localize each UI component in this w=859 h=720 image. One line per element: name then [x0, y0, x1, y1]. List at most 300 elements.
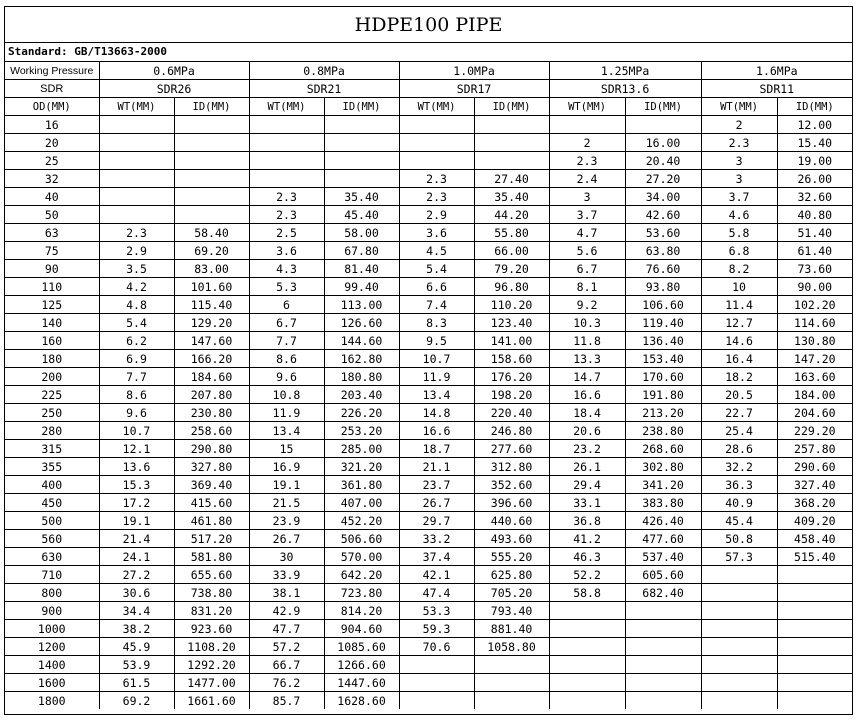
wt-cell: 41.2 — [549, 530, 625, 548]
id-cell: 101.60 — [174, 278, 249, 296]
id-cell: 383.80 — [625, 494, 701, 512]
wt-cell: 30 — [249, 548, 324, 566]
id-cell: 1058.80 — [474, 638, 549, 656]
id-cell: 34.00 — [625, 188, 701, 206]
wt-cell: 3.7 — [549, 206, 625, 224]
id-cell: 1661.60 — [174, 692, 249, 710]
id-cell: 53.60 — [625, 224, 701, 242]
id-cell — [174, 206, 249, 224]
wt-cell: 2.3 — [399, 170, 474, 188]
id-cell: 96.80 — [474, 278, 549, 296]
sdr-header: SDR11 — [701, 80, 852, 98]
id-cell: 66.00 — [474, 242, 549, 260]
pipe-spec-table — [5, 61, 852, 709]
wt-cell: 9.2 — [549, 296, 625, 314]
table-row — [5, 170, 852, 188]
od-cell: 560 — [5, 530, 99, 548]
id-cell: 184.60 — [174, 368, 249, 386]
wt-cell: 16.9 — [249, 458, 324, 476]
wt-cell: 26.1 — [549, 458, 625, 476]
wt-cell: 58.8 — [549, 584, 625, 602]
od-cell: 140 — [5, 314, 99, 332]
wt-column-header: WT(MM) — [99, 98, 174, 116]
id-cell — [474, 674, 549, 692]
od-cell: 125 — [5, 296, 99, 314]
wt-cell — [549, 674, 625, 692]
table-row — [5, 440, 852, 458]
pressure-header: 0.8MPa — [249, 62, 399, 80]
wt-cell: 42.1 — [399, 566, 474, 584]
od-column-header: OD(MM) — [5, 98, 99, 116]
od-cell: 400 — [5, 476, 99, 494]
wt-cell: 47.7 — [249, 620, 324, 638]
wt-cell: 9.6 — [99, 404, 174, 422]
wt-cell: 3.6 — [399, 224, 474, 242]
id-cell: 184.00 — [777, 386, 852, 404]
wt-cell: 6.7 — [249, 314, 324, 332]
id-cell — [324, 116, 399, 134]
table-row — [5, 152, 852, 170]
sdr-header-row — [5, 80, 852, 98]
wt-cell — [399, 692, 474, 710]
id-cell — [777, 656, 852, 674]
id-cell: 16.00 — [625, 134, 701, 152]
wt-cell: 53.3 — [399, 602, 474, 620]
od-cell: 1400 — [5, 656, 99, 674]
id-cell: 230.80 — [174, 404, 249, 422]
id-cell: 461.80 — [174, 512, 249, 530]
wt-cell — [99, 116, 174, 134]
wt-cell — [399, 134, 474, 152]
id-cell: 793.40 — [474, 602, 549, 620]
wt-cell: 5.6 — [549, 242, 625, 260]
wt-cell: 19.1 — [99, 512, 174, 530]
pressure-header: 1.0MPa — [399, 62, 549, 80]
id-cell: 207.80 — [174, 386, 249, 404]
table-row — [5, 494, 852, 512]
id-cell: 327.40 — [777, 476, 852, 494]
id-cell — [324, 170, 399, 188]
id-cell: 69.20 — [174, 242, 249, 260]
id-cell — [777, 674, 852, 692]
wt-cell — [99, 188, 174, 206]
wt-cell: 11.8 — [549, 332, 625, 350]
id-cell — [174, 116, 249, 134]
id-cell: 723.80 — [324, 584, 399, 602]
pressure-header-row — [5, 62, 852, 80]
wt-cell: 16.4 — [701, 350, 777, 368]
table-row — [5, 260, 852, 278]
od-cell: 900 — [5, 602, 99, 620]
wt-cell: 10 — [701, 278, 777, 296]
id-cell: 136.40 — [625, 332, 701, 350]
wt-cell: 21.5 — [249, 494, 324, 512]
od-cell: 32 — [5, 170, 99, 188]
id-cell: 312.80 — [474, 458, 549, 476]
id-cell: 1447.60 — [324, 674, 399, 692]
id-cell: 19.00 — [777, 152, 852, 170]
wt-cell: 45.9 — [99, 638, 174, 656]
sheet-title: HDPE100 PIPE — [5, 7, 852, 43]
id-cell — [474, 152, 549, 170]
wt-cell: 26.7 — [249, 530, 324, 548]
id-cell: 642.20 — [324, 566, 399, 584]
id-cell: 302.80 — [625, 458, 701, 476]
wt-cell: 6.7 — [549, 260, 625, 278]
id-cell: 407.00 — [324, 494, 399, 512]
table-row — [5, 278, 852, 296]
id-cell: 51.40 — [777, 224, 852, 242]
wt-cell: 2.9 — [399, 206, 474, 224]
id-cell: 204.60 — [777, 404, 852, 422]
wt-cell: 25.4 — [701, 422, 777, 440]
od-cell: 25 — [5, 152, 99, 170]
table-row — [5, 566, 852, 584]
table-row — [5, 332, 852, 350]
wt-cell: 70.6 — [399, 638, 474, 656]
id-cell: 58.40 — [174, 224, 249, 242]
wt-cell: 33.1 — [549, 494, 625, 512]
wt-cell: 38.1 — [249, 584, 324, 602]
id-column-header: ID(MM) — [777, 98, 852, 116]
id-cell: 76.60 — [625, 260, 701, 278]
id-cell: 102.20 — [777, 296, 852, 314]
wt-cell: 33.2 — [399, 530, 474, 548]
wt-cell: 2.3 — [249, 188, 324, 206]
wt-cell: 34.4 — [99, 602, 174, 620]
od-cell: 20 — [5, 134, 99, 152]
id-cell: 396.60 — [474, 494, 549, 512]
id-cell: 114.60 — [777, 314, 852, 332]
wt-cell — [701, 674, 777, 692]
od-cell: 800 — [5, 584, 99, 602]
wt-cell: 5.4 — [399, 260, 474, 278]
wt-cell — [549, 620, 625, 638]
id-cell: 477.60 — [625, 530, 701, 548]
id-cell — [777, 638, 852, 656]
id-cell: 170.60 — [625, 368, 701, 386]
wt-cell: 16.6 — [399, 422, 474, 440]
wt-cell: 57.3 — [701, 548, 777, 566]
id-cell: 246.80 — [474, 422, 549, 440]
wt-cell: 2.3 — [99, 224, 174, 242]
id-cell: 129.20 — [174, 314, 249, 332]
id-cell: 369.40 — [174, 476, 249, 494]
table-row — [5, 530, 852, 548]
wt-cell — [99, 206, 174, 224]
od-cell: 1600 — [5, 674, 99, 692]
wt-cell: 12.1 — [99, 440, 174, 458]
wt-cell — [249, 116, 324, 134]
od-cell: 90 — [5, 260, 99, 278]
wt-cell: 59.3 — [399, 620, 474, 638]
id-cell: 113.00 — [324, 296, 399, 314]
wt-cell: 8.1 — [549, 278, 625, 296]
id-cell — [474, 656, 549, 674]
id-cell: 55.80 — [474, 224, 549, 242]
id-cell: 42.60 — [625, 206, 701, 224]
wt-cell: 45.4 — [701, 512, 777, 530]
id-cell — [174, 188, 249, 206]
id-column-header: ID(MM) — [324, 98, 399, 116]
wt-cell — [701, 656, 777, 674]
id-cell: 517.20 — [174, 530, 249, 548]
wt-cell: 3 — [701, 170, 777, 188]
id-cell: 257.80 — [777, 440, 852, 458]
table-row — [5, 638, 852, 656]
id-cell: 440.60 — [474, 512, 549, 530]
od-cell: 280 — [5, 422, 99, 440]
wt-cell: 18.2 — [701, 368, 777, 386]
wt-cell: 8.6 — [249, 350, 324, 368]
wt-cell: 2.5 — [249, 224, 324, 242]
wt-cell — [249, 134, 324, 152]
wt-cell: 13.4 — [249, 422, 324, 440]
wt-cell: 22.7 — [701, 404, 777, 422]
wt-column-header: WT(MM) — [701, 98, 777, 116]
table-row — [5, 206, 852, 224]
wt-cell: 29.4 — [549, 476, 625, 494]
wt-cell: 20.6 — [549, 422, 625, 440]
wt-cell: 37.4 — [399, 548, 474, 566]
wt-cell: 42.9 — [249, 602, 324, 620]
wt-cell: 32.2 — [701, 458, 777, 476]
id-cell: 203.40 — [324, 386, 399, 404]
wt-cell — [249, 170, 324, 188]
wt-cell: 3.5 — [99, 260, 174, 278]
od-cell: 450 — [5, 494, 99, 512]
id-cell: 1477.00 — [174, 674, 249, 692]
working-pressure-label: Working Pressure — [5, 62, 99, 80]
id-cell: 415.60 — [174, 494, 249, 512]
wt-cell: 6.8 — [701, 242, 777, 260]
wt-cell: 10.7 — [399, 350, 474, 368]
table-row — [5, 422, 852, 440]
wt-cell: 30.6 — [99, 584, 174, 602]
id-cell: 229.20 — [777, 422, 852, 440]
od-cell: 160 — [5, 332, 99, 350]
wt-cell: 4.8 — [99, 296, 174, 314]
wt-cell: 5.8 — [701, 224, 777, 242]
id-cell: 119.40 — [625, 314, 701, 332]
id-cell: 1108.20 — [174, 638, 249, 656]
id-cell: 99.40 — [324, 278, 399, 296]
wt-cell: 3.6 — [249, 242, 324, 260]
wt-column-header: WT(MM) — [399, 98, 474, 116]
id-cell: 45.40 — [324, 206, 399, 224]
id-cell — [474, 116, 549, 134]
id-cell: 147.60 — [174, 332, 249, 350]
id-cell: 35.40 — [474, 188, 549, 206]
id-cell: 268.60 — [625, 440, 701, 458]
id-cell: 141.00 — [474, 332, 549, 350]
wt-cell — [99, 170, 174, 188]
id-cell: 352.60 — [474, 476, 549, 494]
id-cell: 58.00 — [324, 224, 399, 242]
sdr-header: SDR13.6 — [549, 80, 701, 98]
id-cell — [777, 692, 852, 710]
id-cell: 27.20 — [625, 170, 701, 188]
wt-cell: 11.9 — [399, 368, 474, 386]
wt-cell: 11.9 — [249, 404, 324, 422]
wt-cell: 17.2 — [99, 494, 174, 512]
wt-cell: 4.3 — [249, 260, 324, 278]
table-row — [5, 134, 852, 152]
wt-cell: 46.3 — [549, 548, 625, 566]
wt-cell: 16.6 — [549, 386, 625, 404]
id-cell — [625, 656, 701, 674]
table-row — [5, 296, 852, 314]
id-cell: 180.80 — [324, 368, 399, 386]
id-column-header: ID(MM) — [625, 98, 701, 116]
wt-cell: 14.6 — [701, 332, 777, 350]
table-row — [5, 242, 852, 260]
pressure-header: 0.6MPa — [99, 62, 249, 80]
wt-cell: 36.8 — [549, 512, 625, 530]
id-cell: 176.20 — [474, 368, 549, 386]
id-cell: 90.00 — [777, 278, 852, 296]
table-row — [5, 620, 852, 638]
id-cell: 126.60 — [324, 314, 399, 332]
wt-cell: 5.4 — [99, 314, 174, 332]
wt-cell: 28.6 — [701, 440, 777, 458]
id-cell: 35.40 — [324, 188, 399, 206]
wt-cell: 8.6 — [99, 386, 174, 404]
id-cell: 253.20 — [324, 422, 399, 440]
wt-cell — [549, 692, 625, 710]
id-cell: 831.20 — [174, 602, 249, 620]
wt-cell: 7.7 — [249, 332, 324, 350]
wt-cell: 18.4 — [549, 404, 625, 422]
wt-cell: 11.4 — [701, 296, 777, 314]
table-row — [5, 584, 852, 602]
wt-cell: 13.3 — [549, 350, 625, 368]
wt-cell: 57.2 — [249, 638, 324, 656]
wt-cell: 13.4 — [399, 386, 474, 404]
wt-cell: 3.7 — [701, 188, 777, 206]
id-cell: 655.60 — [174, 566, 249, 584]
id-cell: 106.60 — [625, 296, 701, 314]
id-cell: 32.60 — [777, 188, 852, 206]
wt-cell: 21.4 — [99, 530, 174, 548]
table-row — [5, 674, 852, 692]
wt-cell: 29.7 — [399, 512, 474, 530]
id-cell: 73.60 — [777, 260, 852, 278]
id-cell: 814.20 — [324, 602, 399, 620]
id-cell: 81.40 — [324, 260, 399, 278]
wt-cell — [549, 638, 625, 656]
wt-cell — [399, 152, 474, 170]
id-cell: 515.40 — [777, 548, 852, 566]
id-cell — [777, 620, 852, 638]
wt-cell: 10.7 — [99, 422, 174, 440]
wt-cell: 3 — [701, 152, 777, 170]
id-cell: 625.80 — [474, 566, 549, 584]
wt-cell: 85.7 — [249, 692, 324, 710]
od-cell: 250 — [5, 404, 99, 422]
wt-cell: 2.3 — [549, 152, 625, 170]
wt-cell: 2.4 — [549, 170, 625, 188]
id-cell: 115.40 — [174, 296, 249, 314]
wt-cell: 33.9 — [249, 566, 324, 584]
table-row — [5, 602, 852, 620]
id-cell — [474, 134, 549, 152]
id-cell: 61.40 — [777, 242, 852, 260]
id-cell: 27.40 — [474, 170, 549, 188]
table-row — [5, 512, 852, 530]
id-cell — [777, 602, 852, 620]
id-cell — [777, 566, 852, 584]
id-cell: 191.80 — [625, 386, 701, 404]
id-cell: 258.60 — [174, 422, 249, 440]
wt-cell: 13.6 — [99, 458, 174, 476]
wt-cell — [99, 152, 174, 170]
id-cell — [625, 638, 701, 656]
id-cell: 153.40 — [625, 350, 701, 368]
id-cell: 20.40 — [625, 152, 701, 170]
table-row — [5, 188, 852, 206]
od-cell: 315 — [5, 440, 99, 458]
id-cell — [324, 134, 399, 152]
wt-cell: 23.9 — [249, 512, 324, 530]
id-cell: 738.80 — [174, 584, 249, 602]
wt-cell: 9.5 — [399, 332, 474, 350]
wt-cell: 6.9 — [99, 350, 174, 368]
id-cell: 452.20 — [324, 512, 399, 530]
id-cell: 537.40 — [625, 548, 701, 566]
id-cell — [625, 692, 701, 710]
wt-cell: 4.5 — [399, 242, 474, 260]
wt-cell — [701, 584, 777, 602]
wt-cell: 4.6 — [701, 206, 777, 224]
od-cell: 225 — [5, 386, 99, 404]
od-cell: 710 — [5, 566, 99, 584]
wt-cell: 69.2 — [99, 692, 174, 710]
wt-cell: 7.4 — [399, 296, 474, 314]
id-cell — [625, 674, 701, 692]
pipe-spec-sheet — [4, 6, 853, 715]
wt-column-header: WT(MM) — [249, 98, 324, 116]
wt-cell: 2.9 — [99, 242, 174, 260]
id-cell: 83.00 — [174, 260, 249, 278]
id-cell: 285.00 — [324, 440, 399, 458]
wt-cell: 18.7 — [399, 440, 474, 458]
table-row — [5, 476, 852, 494]
id-cell — [174, 170, 249, 188]
wt-cell — [549, 656, 625, 674]
wt-cell: 15 — [249, 440, 324, 458]
table-row — [5, 350, 852, 368]
id-cell — [474, 692, 549, 710]
id-cell: 12.00 — [777, 116, 852, 134]
od-cell: 16 — [5, 116, 99, 134]
table-row — [5, 692, 852, 710]
id-cell: 341.20 — [625, 476, 701, 494]
od-cell: 1200 — [5, 638, 99, 656]
wt-cell — [701, 638, 777, 656]
wt-cell: 9.6 — [249, 368, 324, 386]
od-cell: 500 — [5, 512, 99, 530]
wt-cell: 12.7 — [701, 314, 777, 332]
wt-cell — [549, 602, 625, 620]
wt-cell — [701, 602, 777, 620]
table-row — [5, 386, 852, 404]
wt-cell: 10.8 — [249, 386, 324, 404]
wt-cell — [701, 566, 777, 584]
table-row — [5, 656, 852, 674]
id-cell: 220.40 — [474, 404, 549, 422]
id-cell: 368.20 — [777, 494, 852, 512]
